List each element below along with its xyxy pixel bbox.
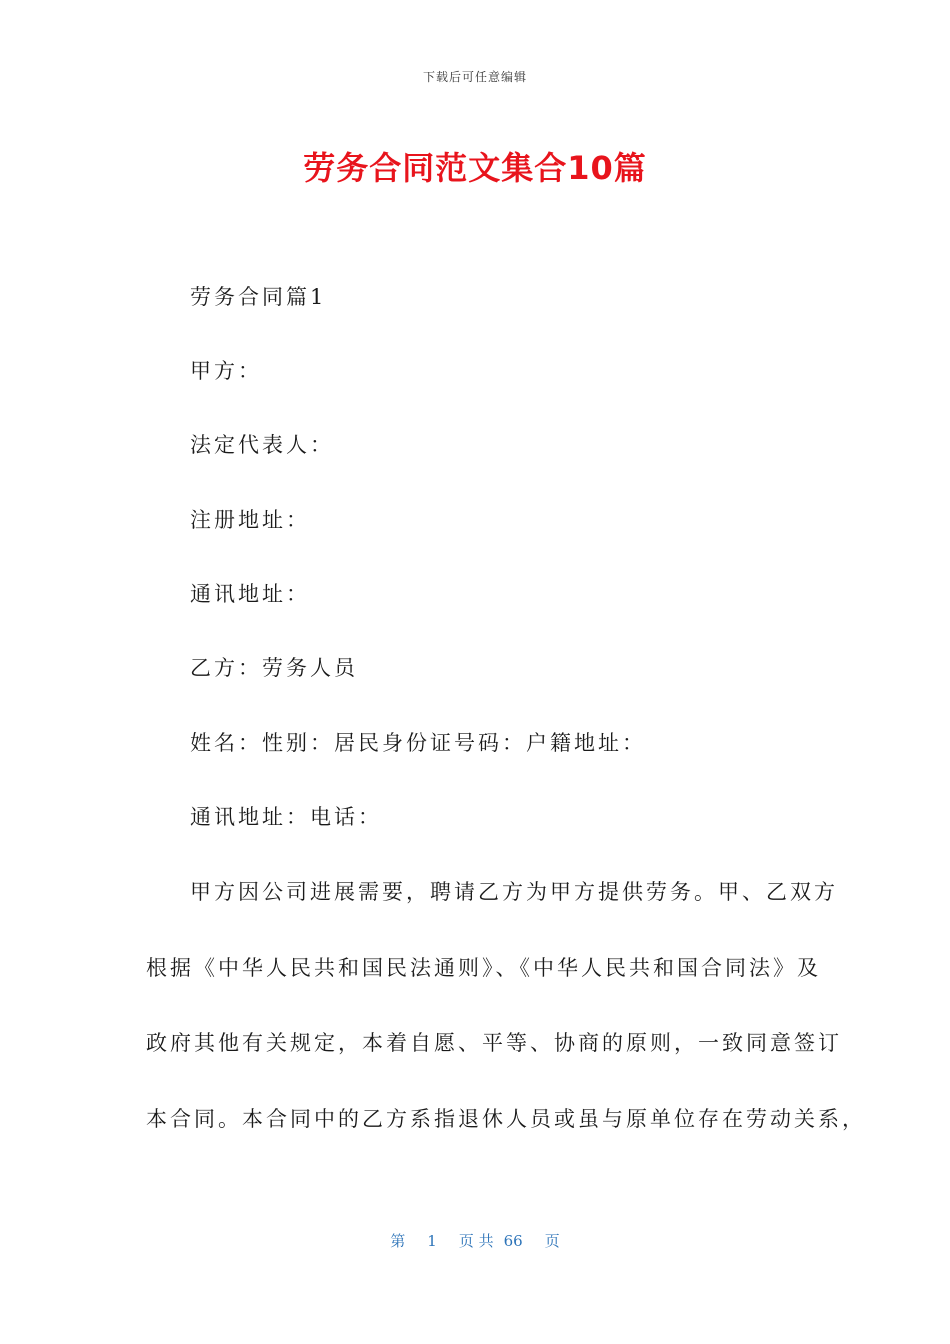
personal-info-line: 姓名：性别：居民身份证号码：户籍地址： xyxy=(190,731,646,755)
paragraph-line: 本合同。本合同中的乙方系指退休人员或虽与原单位存在劳动关系， xyxy=(146,1107,866,1131)
total-pages: 66 xyxy=(503,1232,523,1250)
current-page-number: 1 xyxy=(427,1232,437,1250)
header-note: 下载后可任意编辑 xyxy=(422,70,527,84)
footer-suffix: 页 xyxy=(544,1232,560,1250)
paragraph-line: 甲方因公司进展需要，聘请乙方为甲方提供劳务。甲、乙双方 xyxy=(190,880,838,904)
paragraph-line: 根据《中华人民共和国民法通则》、《中华人民共和国合同法》及 xyxy=(146,956,821,980)
page-footer xyxy=(0,1230,950,1251)
legal-representative-label: 法定代表人： xyxy=(190,433,334,457)
paragraph-line: 政府其他有关规定，本着自愿、平等、协商的原则，一致同意签订 xyxy=(146,1031,842,1055)
party-b-label: 乙方：劳务人员 xyxy=(190,656,358,680)
party-a-label: 甲方： xyxy=(190,359,262,383)
mailing-address-label: 通讯地址： xyxy=(190,582,310,606)
document-title: 劳务合同范文集合10篇 xyxy=(303,149,647,187)
contact-info-line: 通讯地址：电话： xyxy=(190,805,382,829)
footer-middle: 页 共 xyxy=(458,1232,494,1250)
footer-prefix: 第 xyxy=(390,1232,406,1250)
registered-address-label: 注册地址： xyxy=(190,508,310,532)
section-heading: 劳务合同篇1 xyxy=(190,285,327,309)
